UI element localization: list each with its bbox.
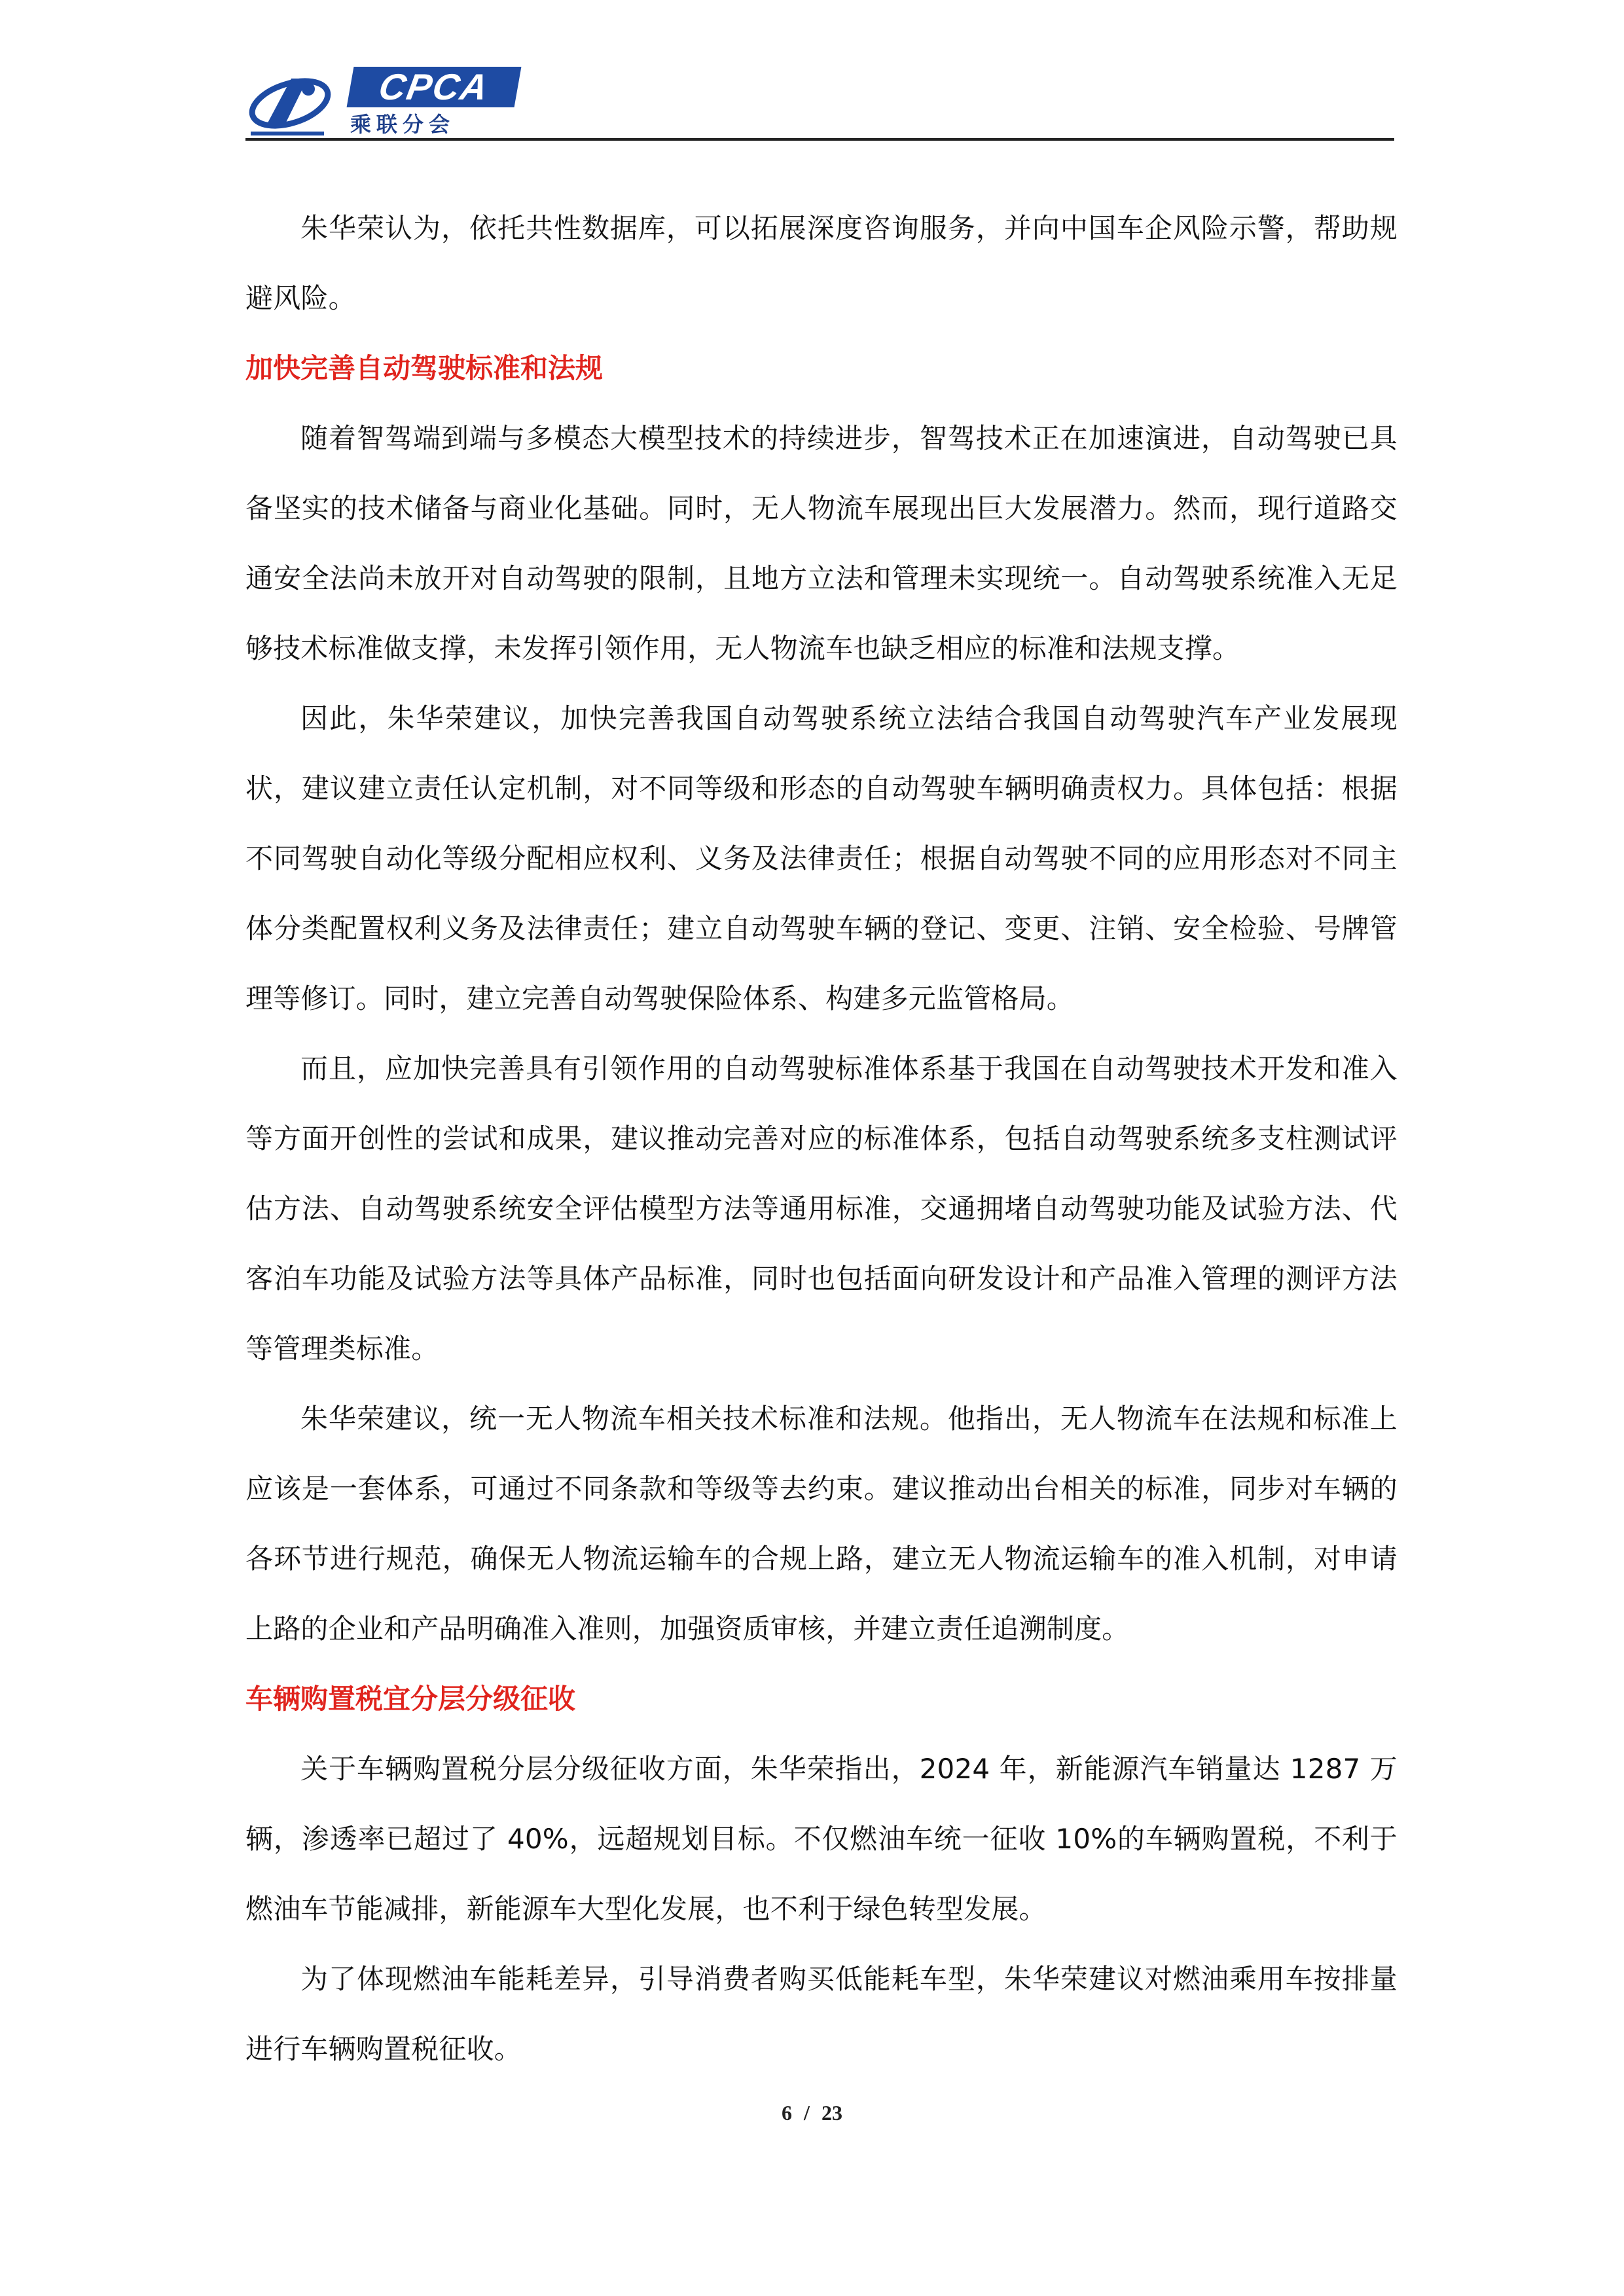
paragraph-6: 关于车辆购置税分层分级征收方面，朱华荣指出，2024 年，新能源汽车销量达 1287 万辆，渗透率已超过了 40%，远超规划目标。不仅燃油车统一征收 10%的车辆购置税，不利于燃油车节能减排，新能源车大型化发展，也不利于绿色转型发展。: [245, 1753, 1398, 1925]
article-body: [245, 193, 1398, 2084]
logo-text-chinese: 乘联分会: [350, 112, 456, 137]
section-heading-autonomous-driving: 加快完善自动驾驶标准和法规: [245, 352, 604, 384]
page-separator: /: [804, 2101, 810, 2125]
paragraph-3: 因此，朱华荣建议，加快完善我国自动驾驶系统立法结合我国自动驾驶汽车产业发展现状，建议建立责任认定机制，对不同等级和形态的自动驾驶车辆明确责权力。具体包括：根据不同驾驶自动化等级分配相应权利、义务及法律责任；根据自动驾驶不同的应用形态对不同主体分类配置权利义务及法律责任；建立自动驾驶车辆的登记、变更、注销、安全检验、号牌管理等修订。同时，建立完善自动驾驶保险体系、构建多元监管格局。: [245, 702, 1398, 1014]
page-current: 6: [782, 2101, 793, 2125]
section-heading-purchase-tax: 车辆购置税宜分层分级征收: [245, 1683, 576, 1715]
cpca-logo-icon: [245, 65, 337, 137]
paragraph-4: 而且，应加快完善具有引领作用的自动驾驶标准体系基于我国在自动驾驶技术开发和准入等方面开创性的尝试和成果，建议推动完善对应的标准体系，包括自动驾驶系统多支柱测试评估方法、自动驾驶系统安全评估模型方法等通用标准，交通拥堵自动驾驶功能及试验方法、代客泊车功能及试验方法等具体产品标准，同时也包括面向研发设计和产品准入管理的测评方法等管理类标准。: [245, 1052, 1398, 1365]
logo-text-english: CPCA: [347, 67, 522, 107]
paragraph-1: 朱华荣认为，依托共性数据库，可以拓展深度咨询服务，并向中国车企风险示警，帮助规避风险。: [245, 212, 1398, 314]
page-header: [245, 52, 1394, 144]
page-total: 23: [821, 2101, 842, 2125]
header-divider: [245, 138, 1394, 141]
paragraph-7: 为了体现燃油车能耗差异，引导消费者购买低能耗车型，朱华荣建议对燃油乘用车按排量进行车辆购置税征收。: [245, 1963, 1398, 2065]
page-number: [0, 2101, 1624, 2125]
paragraph-2: 随着智驾端到端与多模态大模型技术的持续进步，智驾技术正在加速演进，自动驾驶已具备坚实的技术储备与商业化基础。同时，无人物流车展现出巨大发展潜力。然而，现行道路交通安全法尚未放开对自动驾驶的限制，且地方立法和管理未实现统一。自动驾驶系统准入无足够技术标准做支撑，未发挥引领作用，无人物流车也缺乏相应的标准和法规支撑。: [245, 422, 1398, 664]
paragraph-5: 朱华荣建议，统一无人物流车相关技术标准和法规。他指出，无人物流车在法规和标准上应该是一套体系，可通过不同条款和等级等去约束。建议推动出台相关的标准，同步对车辆的各环节进行规范，确保无人物流运输车的合规上路，建立无人物流运输车的准入机制，对申请上路的企业和产品明确准入准则，加强资质审核，并建立责任追溯制度。: [245, 1403, 1398, 1645]
